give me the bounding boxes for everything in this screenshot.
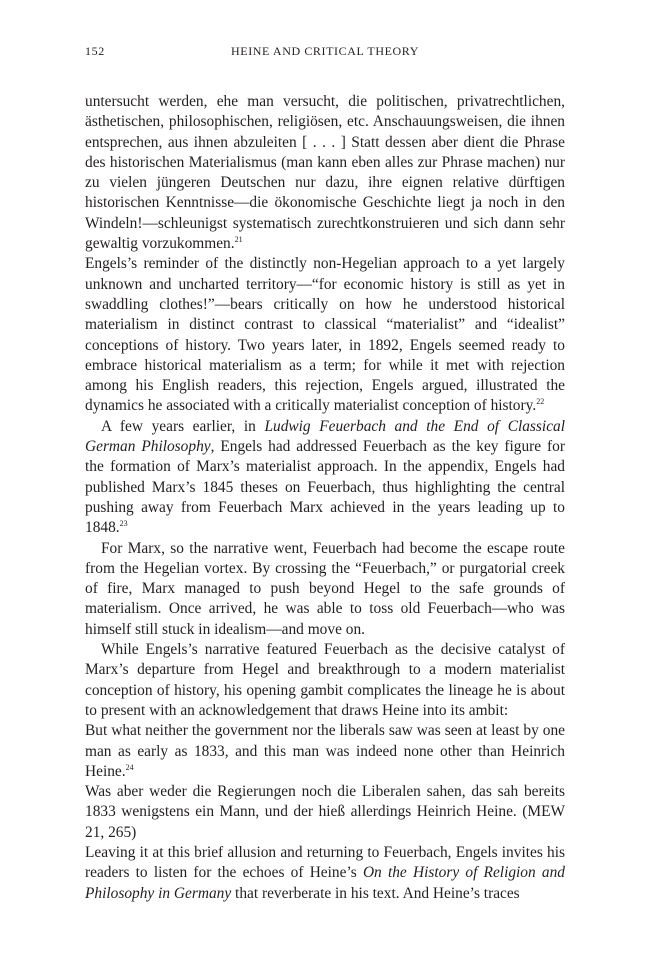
block-quote-german-engels: [85, 92, 565, 254]
footnote-ref: 23: [119, 519, 128, 529]
block-quote-german: [85, 782, 565, 843]
book-title: Ludwig Feuerbach and the End of Classical German Philosophy: [85, 417, 565, 456]
block-quote-english: [85, 721, 565, 782]
paragraph: [85, 843, 565, 904]
paragraph-text: A few years earlier, in: [101, 417, 265, 435]
paragraph-text: Leaving it at this brief allusion and returning to Feuerbach, Engels invites his readers to listen for the echoes of Heine’s: [85, 843, 565, 882]
book-title: On the History of Religion and Philosophy in Germany: [85, 864, 566, 902]
paragraph: [85, 640, 565, 721]
paragraph-text: that reverberate in his text. And Heine’s traces: [231, 884, 520, 902]
paragraph: [85, 254, 565, 416]
paragraph-text: For Marx, so the narrative went, Feuerbach had become the escape route from the Hegelian vortex. By crossing the “Feuerbach,” or purgatorial creek of fire, Marx managed to push beyond Hegel to the safe grounds of materialism. Once arrived, he was able to toss old Feuerbach—who was himself still stuck in idealism—and move on.: [85, 539, 565, 638]
page-number: 152: [85, 44, 105, 58]
quote-text: Was aber weder die Regierungen noch die Liberalen sahen, das sah bereits 1833 wenigstens ein Mann, und der hieß allerdings Heinrich Heine. (MEW 21, 265): [85, 783, 565, 841]
footnote-ref: 22: [536, 397, 545, 407]
body-text: [85, 92, 565, 904]
quote-text: untersucht werden, ehe man versucht, die politischen, privatrechtlichen, ästhetischen, philosophischen, religiösen, etc. Anschauungsweisen, die ihnen entsprechen, aus ihnen abzuleiten [ . . . ] Statt dessen aber dient die Phrase des historischen Materialismus (man kann eben alles zur Phrase machen) nur zu vielen jüngeren Deutschen nur dazu, ihre eignen relative dürftigen historischen Kenntnisse—die ökonomische Geschichte liegt ja noch in den Windeln!—schleunigst systematisch zurechtkonstruieren und sich dann sehr gewaltig vorzukommen.: [85, 93, 565, 253]
paragraph-text: While Engels’s narrative featured Feuerbach as the decisive catalyst of Marx’s departure from Hegel and breakthrough to a modern materialist conception of history, his opening gambit complicates the lineage he is about to present with an acknowledgement that draws Heine into its ambit:: [85, 641, 565, 719]
footnote-ref: 21: [234, 235, 243, 245]
paragraph: [85, 417, 565, 539]
paragraph-text: , Engels had addressed Feuerbach as the key figure for the formation of Marx’s materialist approach. In the appendix, Engels had published Marx’s 1845 theses on Feuerbach, thus highlighting the central pushing away from Feuerbach Marx achieved in the years leading up to 1848.: [85, 438, 565, 537]
running-head: [85, 44, 565, 62]
paragraph-text: Engels’s reminder of the distinctly non-Hegelian approach to a yet largely unknown and uncharted territory—“for economic history is still as yet in swaddling clothes!”—bears critically on how he understood historical materialism in distinct contrast to classical “materialist” and “idealist” conceptions of history. Two years later, in 1892, Engels seemed ready to embrace historical materialism as a term; for while it met with rejection among his English readers, this rejection, Engels argued, illustrated the dynamics he associated with a critically materialist conception of history.: [85, 255, 565, 415]
paragraph: [85, 539, 565, 640]
footnote-ref: 24: [125, 762, 134, 772]
quote-text: But what neither the government nor the liberals saw was seen at least by one man as early as 1833, and this man was indeed none other than Heinrich Heine.: [85, 722, 565, 780]
running-title: HEINE AND CRITICAL THEORY: [231, 44, 419, 58]
